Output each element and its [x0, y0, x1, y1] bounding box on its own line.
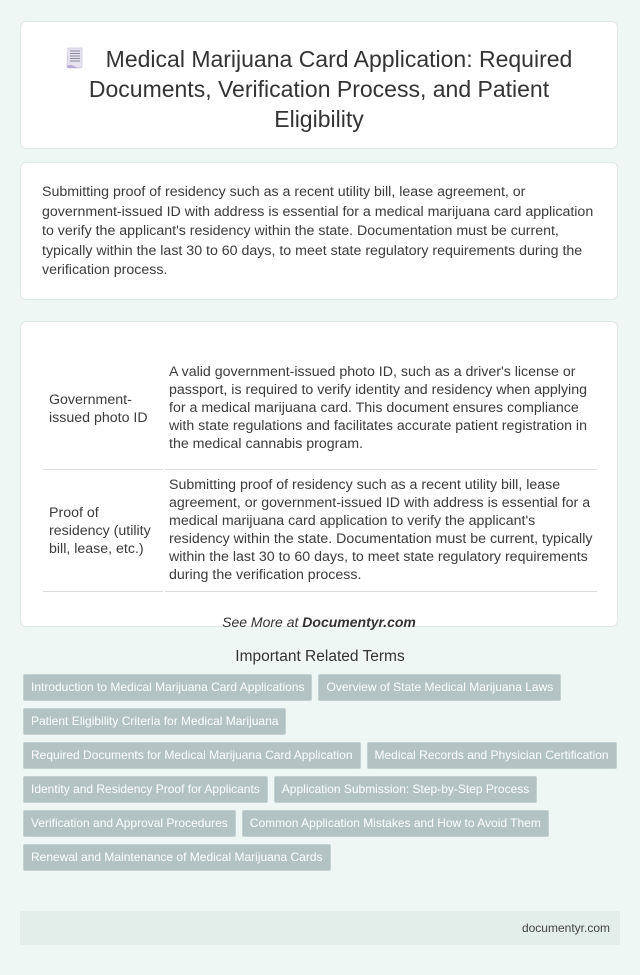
summary-card: [20, 162, 618, 300]
related-term-tag[interactable]: Required Documents for Medical Marijuana Card Application: [23, 742, 361, 769]
related-term-tag[interactable]: Introduction to Medical Marijuana Card Applications: [23, 674, 312, 701]
related-terms-section: [20, 648, 620, 871]
table-row-term: Proof of residency (utility bill, lease, etc.): [43, 470, 163, 592]
related-term-tag[interactable]: Medical Records and Physician Certification: [367, 742, 617, 769]
related-term-tag[interactable]: Overview of State Medical Marijuana Laws: [318, 674, 561, 701]
summary-text: Submitting proof of residency such as a recent utility bill, lease agreement, or government-issued ID with address is essential for a medical marijuana card application to verify the applicant's residency within the state. Documentation must be current, typically within the last 30 to 60 days, to meet state regulatory requirements during the verification process.: [42, 184, 594, 279]
page-title-text: Medical Marijuana Card Application: Required Documents, Verification Process, and Patient Eligibility: [88, 46, 573, 132]
see-more-link[interactable]: Documentyr.com: [302, 614, 416, 630]
related-term-tag[interactable]: Application Submission: Step-by-Step Process: [274, 776, 537, 803]
related-terms-heading: Important Related Terms: [235, 648, 405, 665]
footer-site-link[interactable]: documentyr.com: [521, 921, 610, 935]
title-card: [20, 21, 618, 149]
see-more-prefix: See More at: [222, 614, 303, 630]
related-terms-list: [20, 674, 620, 871]
related-term-tag[interactable]: Renewal and Maintenance of Medical Marijuana Cards: [23, 844, 331, 871]
related-term-tag[interactable]: Identity and Residency Proof for Applicants: [23, 776, 268, 803]
document-icon: [66, 47, 84, 69]
related-term-tag[interactable]: Patient Eligibility Criteria for Medical Marijuana: [23, 708, 286, 735]
see-more: [41, 614, 597, 630]
table-row-description: A valid government-issued photo ID, such as a driver's license or passport, is required to verify identity and residency when applying for a medical marijuana card. This document ensures compliance with state regulations and facilitates accurate patient registration in the medical cannabis program.: [165, 348, 597, 470]
documents-table-card: [20, 321, 618, 630]
table-row: [43, 470, 597, 592]
related-term-tag[interactable]: Common Application Mistakes and How to Avoid Them: [242, 810, 549, 837]
documents-table: [41, 348, 599, 592]
table-row-term: Government-issued photo ID: [43, 348, 163, 470]
page-title: [51, 44, 587, 134]
footer: [20, 911, 620, 945]
table-row-description: Submitting proof of residency such as a recent utility bill, lease agreement, or government-issued ID with address is essential for a medical marijuana card application to verify the applicant's residency within the state. Documentation must be current, typically within the last 30 to 60 days, to meet state regulatory requirements during the verification process.: [165, 470, 597, 592]
related-term-tag[interactable]: Verification and Approval Procedures: [23, 810, 236, 837]
table-row: [43, 348, 597, 470]
